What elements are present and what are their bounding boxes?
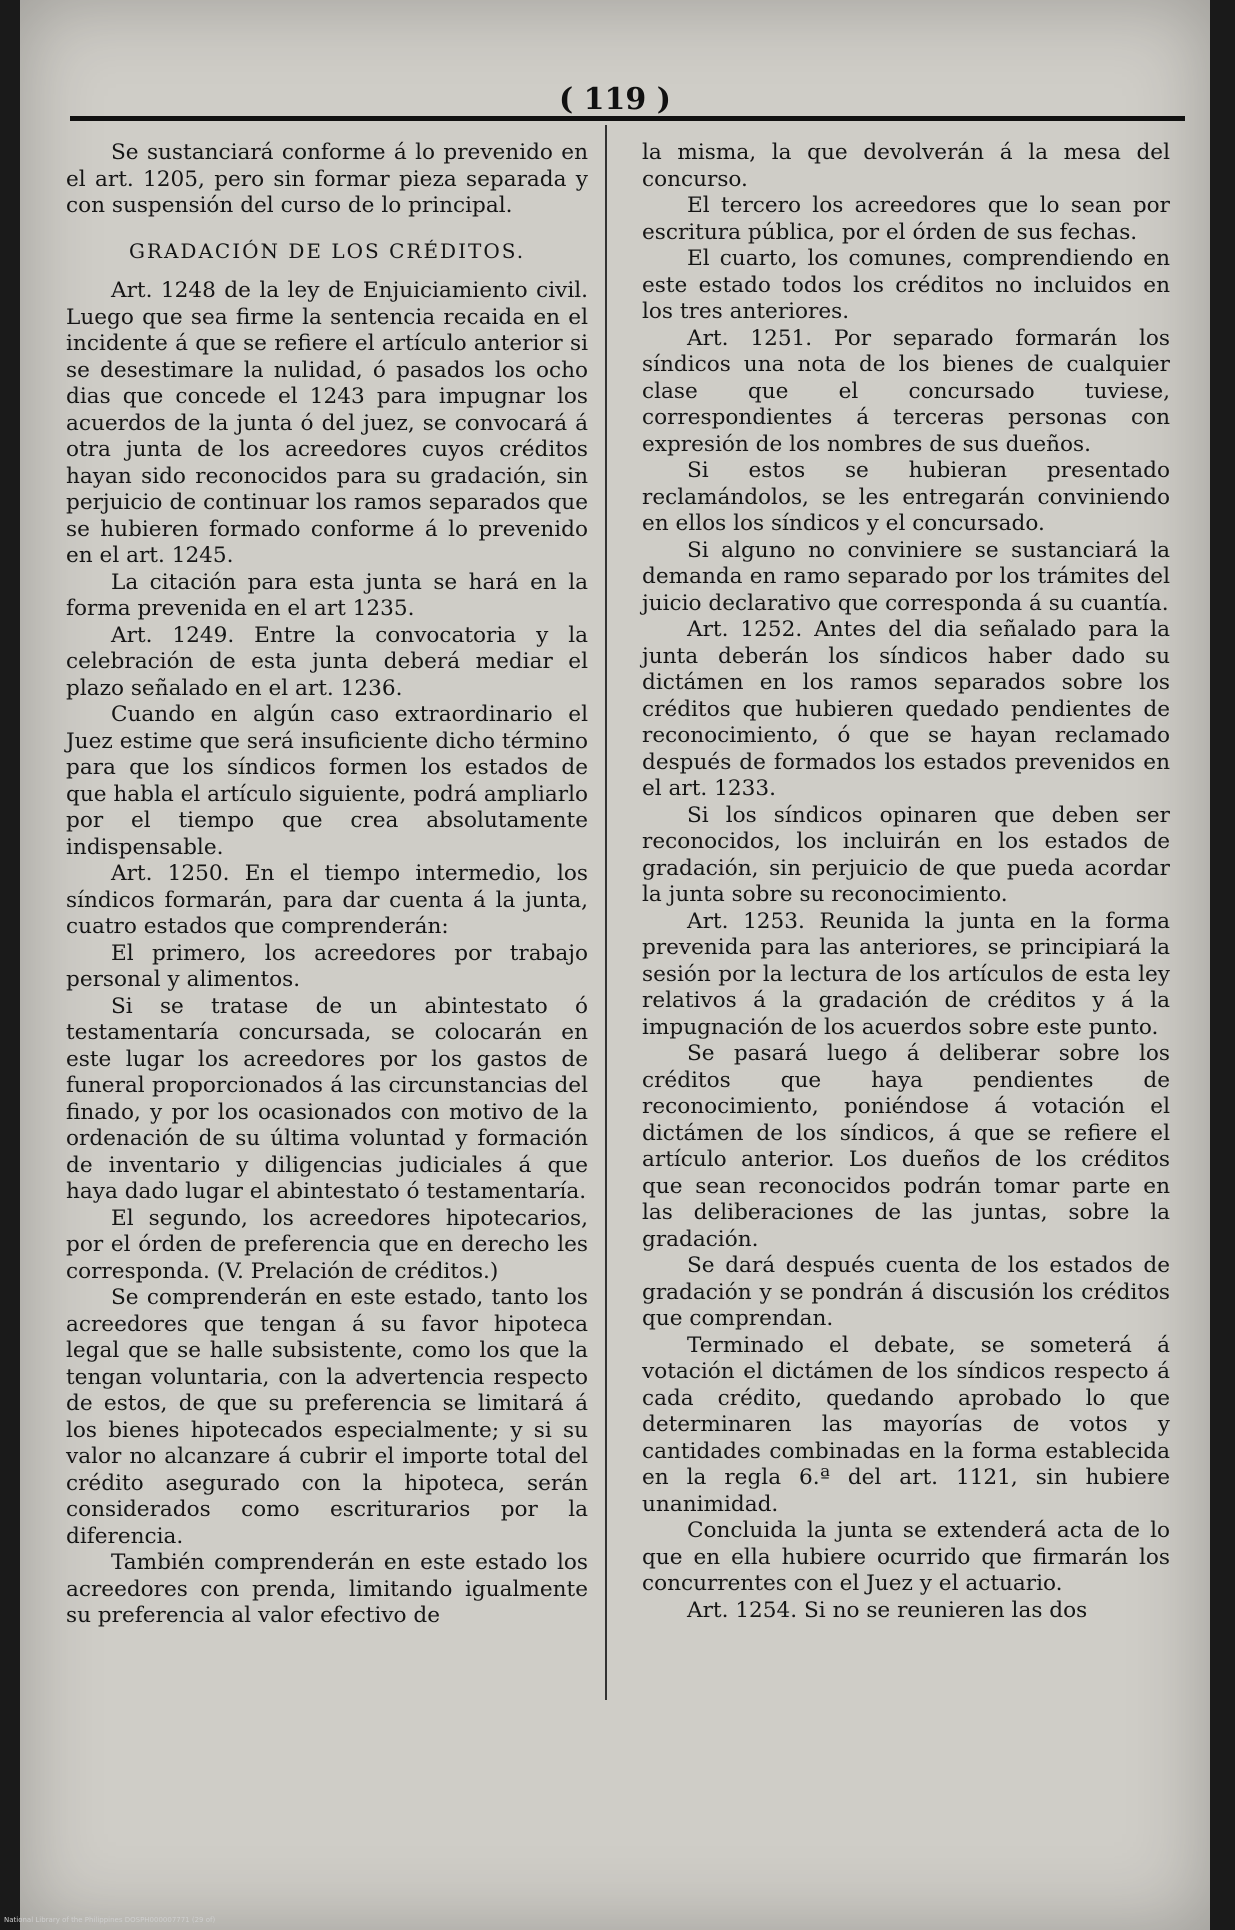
paragraph: Se dará después cuenta de los estados de gradación y se pondrán á discusión los créditos que comprendan. (642, 1253, 1170, 1331)
paragraph: La citación para esta junta se hará en la forma prevenida en el art 1235. (66, 569, 588, 621)
paragraph: Se comprenderán en este estado, tanto los acreedores que tengan á su favor hipoteca legal que se halle subsistente, como los que la tengan voluntaria, con la advertencia respecto de estos, de que su preferencia se limitará á los bienes hipotecados especialmente; y si su valor no alcanzare á cubrir el importe total del crédito asegurado con la hipoteca, serán considerados como escriturarios por la diferencia. (66, 1285, 588, 1549)
paragraph: Se pasará luego á deliberar sobre los créditos que haya pendientes de reconocimiento, poniéndose á votación el dictámen de los síndicos, á que se refiere el artículo anterior. Los dueños de los créditos que sean reconocidos podrán tomar parte en las deliberaciones de las juntas, sobre la gradación. (642, 1041, 1170, 1252)
paragraph: Si alguno no conviniere se sustanciará la demanda en ramo separado por los trámites del juicio declarativo que corresponda á su cuantía. (642, 537, 1170, 616)
paragraph: Se sustanciará conforme á lo prevenido en el art. 1205, pero sin formar pieza separada y con suspensión del curso de lo principal. (66, 140, 588, 218)
paragraph: El segundo, los acreedores hipotecarios, por el órden de preferencia que en derecho les corresponda. (V. Prelación de créditos.) (66, 1205, 588, 1284)
page-number: ( 119 ) (559, 82, 671, 117)
paragraph: El primero, los acreedores por trabajo personal y alimentos. (66, 940, 588, 992)
paragraph: Art. 1250. En el tiempo intermedio, los síndicos formarán, para dar cuenta á la junta, cuatro estados que comprenderán: (66, 861, 588, 939)
paragraph: El tercero los acreedores que lo sean por escritura pública, por el órden de sus fechas. (642, 193, 1170, 245)
scanned-page (20, 0, 1210, 1930)
paragraph: Art. 1249. Entre la convocatoria y la celebración de esta junta deberá mediar el plazo señalado en el art. 1236. (66, 622, 588, 701)
paragraph: Concluida la junta se extenderá acta de lo que en ella hubiere ocurrido que firmarán los concurrentes con el Juez y el actuario. (642, 1518, 1170, 1596)
paragraph: Si estos se hubieran presentado reclamándolos, se les entregarán conviniendo en ellos los síndicos y el concursado. (642, 458, 1170, 536)
paragraph: Terminado el debate, se someterá á votación el dictámen de los síndicos respecto á cada crédito, quedando aprobado lo que determinaren las mayorías de votos y cantidades combinadas en la forma establecida en la regla 6.ª del art. 1121, sin hubiere unanimidad. (642, 1332, 1170, 1517)
left-column (66, 140, 588, 1630)
paragraph: También comprenderán en este estado los acreedores con prenda, limitando igualmente su preferencia al valor efectivo de (66, 1550, 588, 1628)
paragraph: El cuarto, los comunes, comprendiendo en este estado todos los créditos no incluidos en los tres anteriores. (642, 246, 1170, 324)
paragraph: Art. 1248 de la ley de Enjuiciamiento civil. Luego que sea firme la sentencia recaida en el incidente á que se refiere el artículo anterior si se desestimare la nulidad, ó pasados los ocho dias que concede el 1243 para impugnar los acuerdos de la junta ó del juez, se convocará á otra junta de los acreedores cuyos créditos hayan sido reconocidos para su gradación, sin perjuicio de continuar los ramos separados que se hubieren formado conforme á lo prevenido en el art. 1245. (66, 278, 588, 568)
right-column (642, 140, 1170, 1624)
paragraph: Art. 1253. Reunida la junta en la forma prevenida para las anteriores, se principiará la sesión por la lectura de los artículos de esta ley relativos á la gradación de créditos y á la impugnación de los acuerdos sobre este punto. (642, 908, 1170, 1040)
paragraph: Art. 1254. Si no se reunieren las dos (687, 1597, 1088, 1623)
section-heading: GRADACIÓN DE LOS CRÉDITOS. (128, 238, 526, 263)
footer-credit: National Library of the Philippines DOSPH000007771 (29 of) (4, 1916, 216, 1924)
paragraph: la misma, la que devolverán á la mesa del concurso. (642, 140, 1170, 192)
header-rule (70, 116, 1185, 121)
paragraph: Si se tratase de un abintestato ó testamentaría concursada, se colocarán en este lugar los acreedores por los gastos de funeral proporcionados á las circunstancias del finado, y por los ocasionados con motivo de la ordenación de su última voluntad y formación de inventario y diligencias judiciales á que haya dado lugar el abintestato ó testamentaría. (66, 993, 588, 1204)
paragraph: Cuando en algún caso extraordinario el Juez estime que será insuficiente dicho término para que los síndicos formen los estados de que habla el artículo siguiente, podrá ampliarlo por el tiempo que crea absolutamente indispensable. (66, 702, 589, 860)
paragraph: Si los síndicos opinaren que deben ser reconocidos, los incluirán en los estados de gradación, sin perjuicio de que pueda acordar la junta sobre su reconocimiento. (642, 802, 1170, 907)
paragraph: Art. 1251. Por separado formarán los síndicos una nota de los bienes de cualquier clase que el concursado tuviese, correspondientes á terceras personas con expresión de los nombres de sus dueños. (642, 325, 1170, 457)
column-divider (605, 125, 607, 1700)
paragraph: Art. 1252. Antes del dia señalado para la junta deberán los síndicos haber dado su dictámen en los ramos separados sobre los créditos que hubieren quedado pendientes de reconocimiento, ó que se hayan reclamado después de formados los estados prevenidos en el art. 1233. (642, 617, 1170, 801)
